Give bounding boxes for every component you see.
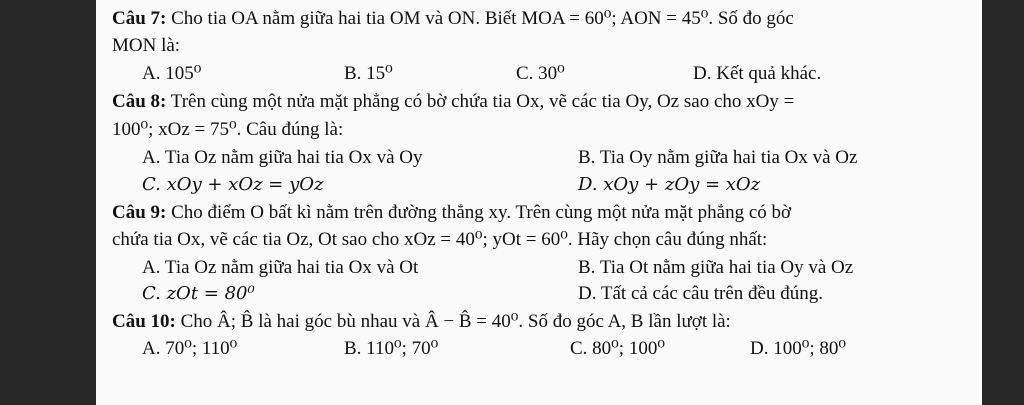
left-dark-margin	[0, 0, 96, 405]
right-dark-margin	[982, 0, 1024, 405]
q9-option-b: B. Tia Ot nằm giữa hai tia Oy và Oz	[578, 257, 854, 278]
q7-stem-1: Cho tia OA nằm giữa hai tia OM và ON. Biết MOA = 60⁰; AON = 45⁰. Số đo góc	[171, 8, 794, 29]
q7-option-c: C. 30⁰	[516, 63, 565, 84]
q9-stem-1: Cho điểm O bất kì nằm trên đường thẳng xy. Trên cùng một nửa mặt phẳng có bờ	[171, 202, 792, 223]
q8-option-a: A. Tia Oz nằm giữa hai tia Ox và Oy	[142, 147, 423, 168]
q9-option-c: C. zOt = 80⁰	[142, 283, 255, 304]
q8-stem-2: 100⁰; xOz = 75⁰. Câu đúng là:	[112, 119, 344, 140]
q10-option-b: B. 110⁰; 70⁰	[344, 338, 439, 359]
q7-option-d: D. Kết quả khác.	[693, 63, 822, 84]
q8-option-c: C. xOy + xOz = yOz	[142, 174, 324, 195]
q9-option-d: D. Tất cả các câu trên đều đúng.	[578, 283, 823, 304]
q9-stem-2: chứa tia Ox, vẽ các tia Oz, Ot sao cho xOz = 40⁰; yOt = 60⁰. Hãy chọn câu đúng nhất:	[112, 229, 768, 250]
q10-option-c: C. 80⁰; 100⁰	[570, 338, 665, 359]
q7-line-1	[112, 7, 794, 31]
q8-option-d: D. xOy + zOy = xOz	[578, 174, 761, 195]
q7-stem-2: MON là:	[112, 35, 181, 56]
q8-line-1	[112, 90, 794, 114]
document-page	[96, 0, 982, 405]
q10-line-1	[112, 310, 731, 334]
q8-option-b: B. Tia Oy nằm giữa hai tia Ox và Oz	[578, 147, 858, 168]
q7-option-b: B. 15⁰	[344, 63, 393, 84]
q8-label: Câu 8:	[112, 91, 167, 112]
q9-label: Câu 9:	[112, 202, 167, 223]
q7-option-a: A. 105⁰	[142, 63, 202, 84]
q10-label: Câu 10:	[112, 311, 176, 332]
q9-option-a: A. Tia Oz nằm giữa hai tia Ox và Ot	[142, 257, 419, 278]
q8-stem-1: Trên cùng một nửa mặt phẳng có bờ chứa tia Ox, vẽ các tia Oy, Oz sao cho xOy =	[170, 91, 795, 112]
q10-option-d: D. 100⁰; 80⁰	[750, 338, 846, 359]
q7-label: Câu 7:	[112, 8, 167, 29]
q10-stem-1: Cho Â; B̂ là hai góc bù nhau và Â − B̂ = 40⁰. Số đo góc A, B lần lượt là:	[180, 311, 731, 332]
q10-option-a: A. 70⁰; 110⁰	[142, 338, 238, 359]
q9-line-1	[112, 201, 791, 225]
